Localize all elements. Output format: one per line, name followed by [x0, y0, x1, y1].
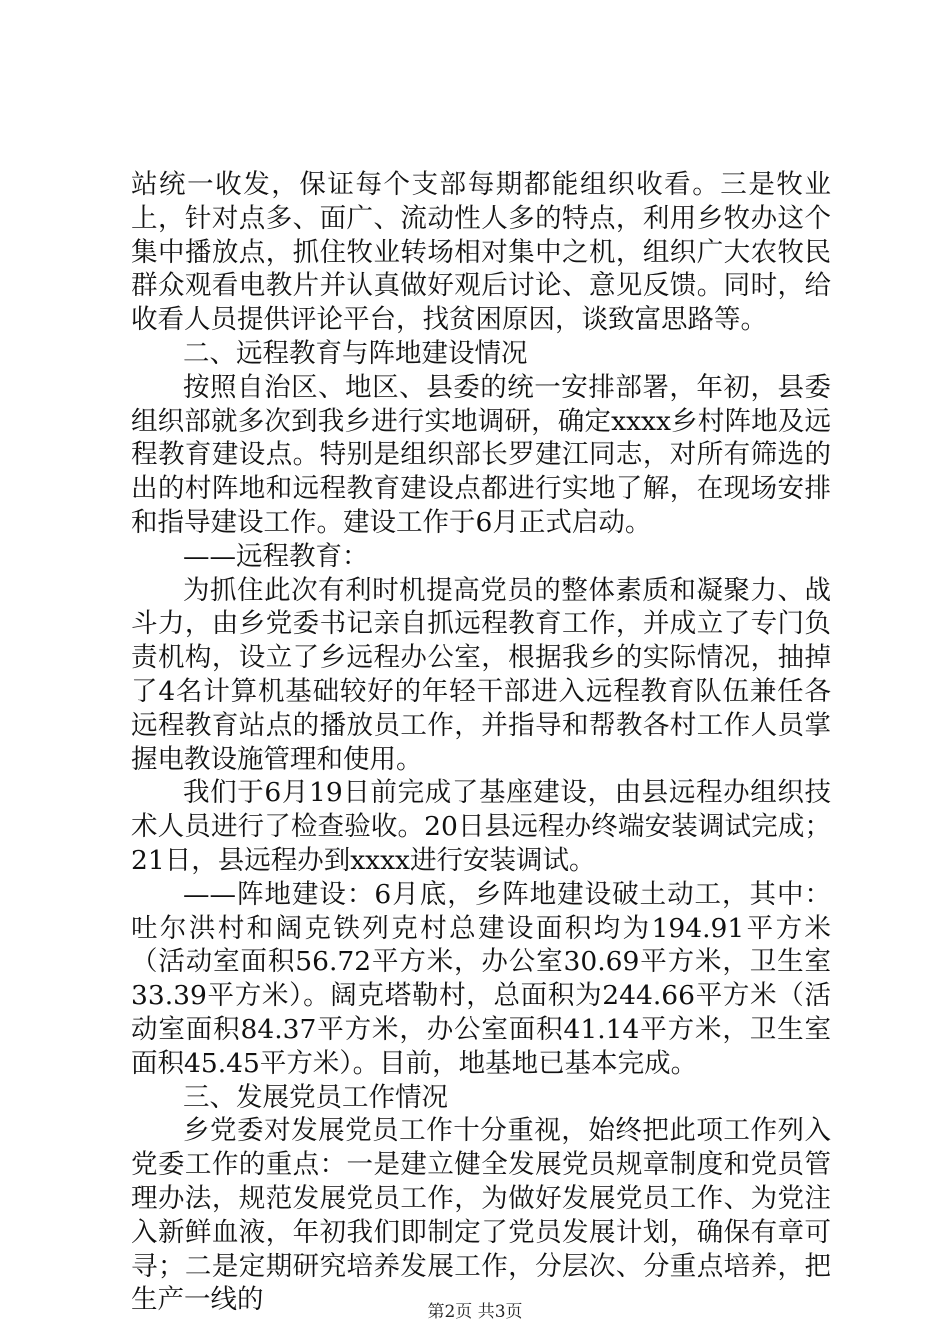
paragraph-site-construction: ——阵地建设：6月底，乡阵地建设破土动工，其中：吐尔洪村和阔克铁列克村总建设面积均为194.91平方米（活动室面积56.72平方米，办公室30.69平方米，卫生室33.39平方米）。阔克塔勒村，总面积为244.66平方米（活动室面积84.37平方米，办公室面积41.14平方米，卫生室面积45.45平方米）。目前，地基地已基本完成。 — [131, 878, 831, 1079]
paragraph: 按照自治区、地区、县委的统一安排部署，年初，县委组织部就多次到我乡进行实地调研，确定xxxx乡村阵地及远程教育建设点。特别是组织部长罗建江同志，对所有筛选的出的村阵地和远程教育建设点都进行实地了解，在现场安排和指导建设工作。建设工作于6月正式启动。 — [131, 371, 831, 538]
paragraph: 为抓住此次有利时机提高党员的整体素质和凝聚力、战斗力，由乡党委书记亲自抓远程教育工作，并成立了专门负责机构，设立了乡远程办公室，根据我乡的实际情况，抽掉了4名计算机基础较好的年轻干部进入远程教育队伍兼任各远程教育站点的播放员工作，并指导和帮教各村工作人员掌握电教设施管理和使用。 — [131, 574, 831, 775]
document-body — [131, 168, 831, 1317]
section-heading-party-members: 三、发展党员工作情况 — [183, 1081, 448, 1113]
subheading-remote-education: ——远程教育： — [183, 540, 369, 572]
paragraph: 乡党委对发展党员工作十分重视，始终把此项工作列入党委工作的重点：一是建立健全发展党员规章制度和党员管理办法，规范发展党员工作，为做好发展党员工作、为党注入新鲜血液，年初我们即制定了党员发展计划，确保有章可寻；二是定期研究培养发展工作，分层次、分重点培养，把生产一线的 — [131, 1115, 831, 1316]
paragraph-continued: 站统一收发，保证每个支部每期都能组织收看。三是牧业上，针对点多、面广、流动性人多的特点，利用乡牧办这个集中播放点，抓住牧业转场相对集中之机，组织广大农牧民群众观看电教片并认真做好观后讨论、意见反馈。同时，给收看人员提供评论平台，找贫困原因，谈致富思路等。 — [131, 169, 831, 336]
page-number-footer: 第2页 共3页 — [427, 1302, 523, 1322]
section-heading-remote-education: 二、远程教育与阵地建设情况 — [183, 337, 528, 369]
paragraph: 我们于6月19日前完成了基座建设，由县远程办组织技术人员进行了检查验收。20日县远程办终端安装调试完成；21日，县远程办到xxxx进行安装调试。 — [131, 777, 831, 876]
